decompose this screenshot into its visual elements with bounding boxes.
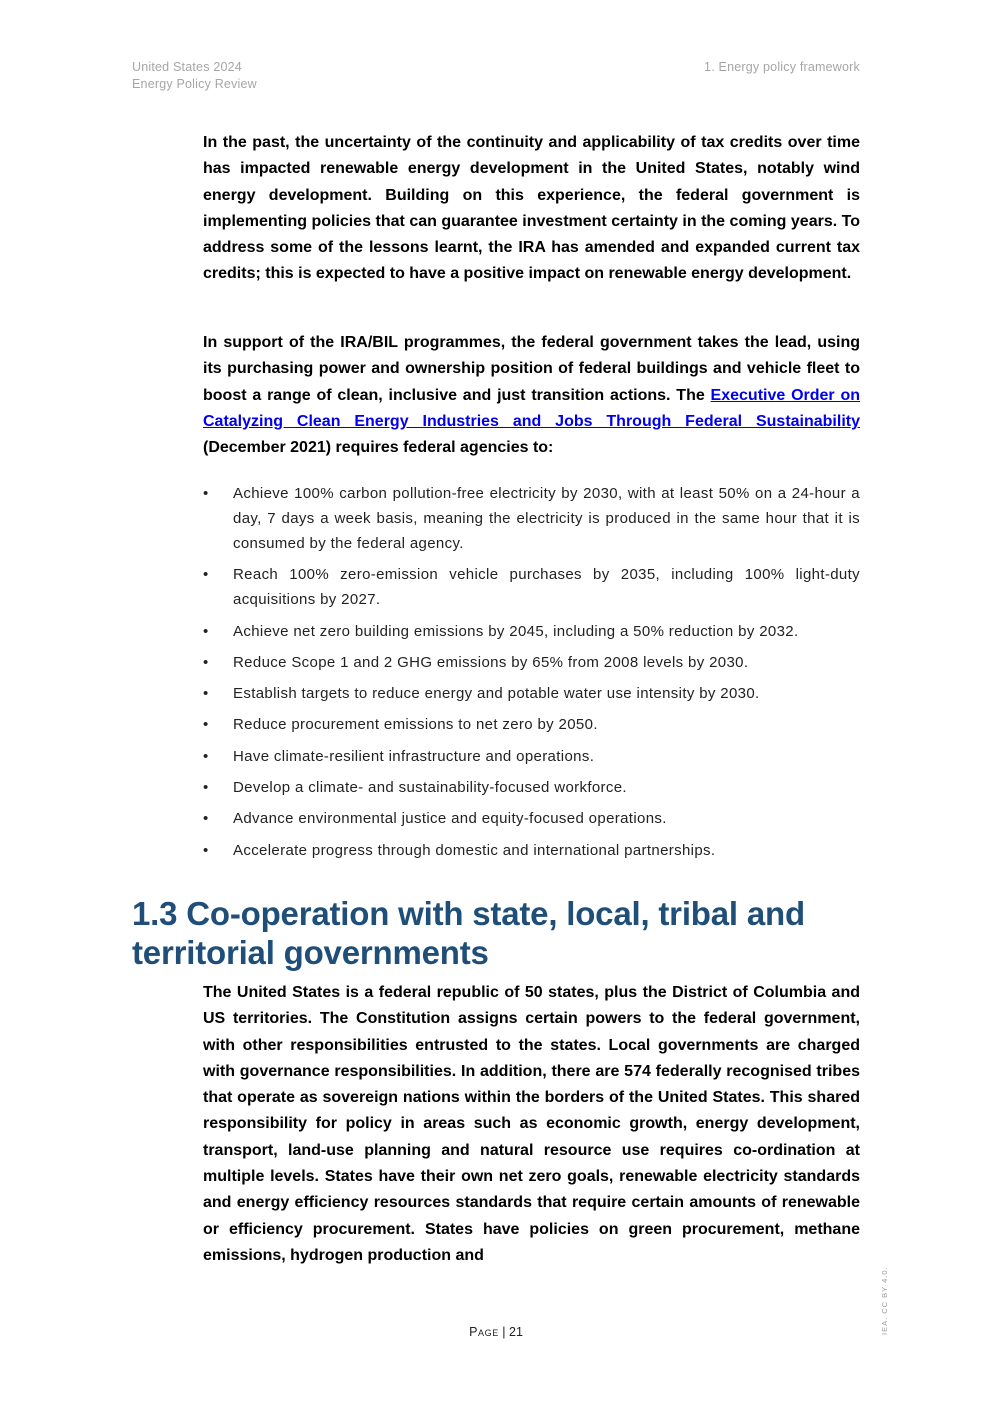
list-item (203, 806, 860, 831)
list-item-text: Achieve net zero building emissions by 2045, including a 50% reduction by 2032. (233, 622, 799, 640)
page-separator: | (498, 1325, 510, 1339)
report-title: United States 2024 (132, 60, 242, 74)
paragraph-tax-credits: In the past, the uncertainty of the continuity and applicability of tax credits over time has impacted renewable energy development in the United States, notably wind energy development. Building on this experience, the federal government is implementing policies that can guarantee investment certainty in the coming years. To address some of the lessons learnt, the IRA has amended and expanded current tax credits; this is expected to have a positive impact on renewable energy development. (203, 134, 860, 283)
page-number-value: 21 (509, 1325, 523, 1339)
list-item (203, 619, 860, 644)
paragraph-federal-republic: The United States is a federal republic of 50 states, plus the District of Columbia and US territories. The Constitution assigns certain powers to the federal government, with other responsibilities entrusted to the states. Local governments are charged with governance responsibilities. In addition, there are 574 federally recognised tribes that operate as sovereign nations within the borders of the United States. This shared responsibility for policy in areas such as economic growth, energy development, transport, land-use planning and natural resource use requires co-ordination at multiple levels. States have their own net zero goals, renewable electricity standards and energy efficiency resources standards that require certain amounts of renewable or efficiency procurement. States have policies on green procurement, methane emissions, hydrogen production and (203, 984, 860, 1264)
list-item (203, 744, 860, 769)
bullet-icon: • (203, 566, 209, 584)
list-item-text: Reach 100% zero-emission vehicle purchases by 2035, including 100% light-duty acquisitions by 2027. (233, 566, 860, 609)
list-item-text: Develop a climate- and sustainability-focused workforce. (233, 779, 627, 797)
bullet-icon: • (203, 485, 209, 502)
list-item (203, 681, 860, 706)
bullet-icon: • (203, 622, 209, 640)
header-left (132, 59, 257, 93)
list-item-text: Establish targets to reduce energy and potable water use intensity by 2030. (233, 685, 760, 703)
executive-order-link[interactable]: Executive Order on Catalyzing Clean Energy Industries and Jobs Through Federal Sustainability (203, 386, 860, 430)
list-item-text: Have climate-resilient infrastructure and operations. (233, 747, 595, 765)
list-item-text: Reduce procurement emissions to net zero by 2050. (233, 716, 598, 734)
license-notice: IEA. CC BY 4.0. (880, 1266, 889, 1335)
list-item (203, 838, 860, 863)
list-item-text: Advance environmental justice and equity-focused operations. (233, 810, 667, 828)
paragraph-federal-lead-text: In support of the IRA/BIL programmes, the federal government takes the lead, using its purchasing power and ownership position of federal buildings and vehicle fleet to boost a range of clean, inclusive and just transition actions. The (203, 334, 860, 404)
list-item-text: Accelerate progress through domestic and international partnerships. (233, 841, 716, 859)
bullet-icon: • (203, 747, 209, 765)
page-number (0, 1325, 992, 1339)
header-chapter: 1. Energy policy framework (704, 60, 860, 74)
page-label: Page (469, 1325, 499, 1339)
paragraph-federal-lead (203, 330, 860, 461)
bullet-icon: • (203, 685, 209, 703)
list-item (203, 650, 860, 675)
list-item (203, 481, 860, 556)
bullet-icon: • (203, 810, 209, 828)
list-item-text: Achieve 100% carbon pollution-free electricity by 2030, with at least 50% on a 24-hour a day, 7 days a week basis, meaning the electricity is produced in the same hour that it is consumed by the federal agency. (233, 485, 860, 552)
paragraph-federal-lead-tail: (December 2021) requires federal agencies to: (203, 439, 554, 457)
bullet-icon: • (203, 716, 209, 734)
list-item-text: Reduce Scope 1 and 2 GHG emissions by 65% from 2008 levels by 2030. (233, 653, 749, 671)
bullet-icon: • (203, 653, 209, 671)
bullet-icon: • (203, 779, 209, 797)
federal-agency-requirements-list (203, 481, 860, 869)
list-item (203, 712, 860, 737)
list-item (203, 562, 860, 612)
section-heading: 1.3 Co-operation with state, local, tribal and territorial governments (132, 895, 805, 971)
report-subtitle: Energy Policy Review (132, 77, 257, 91)
bullet-icon: • (203, 841, 209, 859)
list-item (203, 775, 860, 800)
